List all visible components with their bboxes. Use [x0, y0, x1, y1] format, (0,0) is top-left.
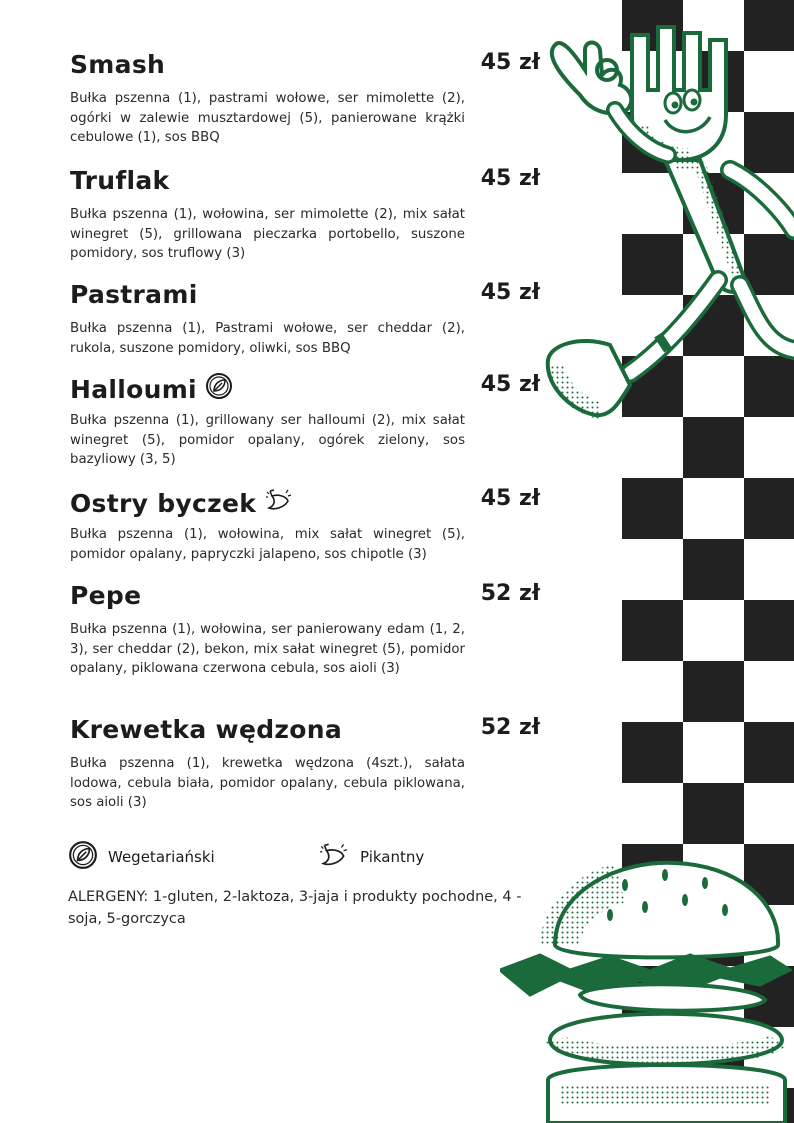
checker-square: [744, 478, 794, 539]
legend-vegetarian-label: Wegetariański: [108, 848, 215, 866]
checker-square: [744, 722, 794, 783]
item-name: Ostry byczek: [70, 488, 257, 518]
item-name: Truflak: [70, 166, 170, 195]
item-name: Pastrami: [70, 280, 198, 309]
item-description: Bułka pszenna (1), pastrami wołowe, ser mimolette (2), ogórki w zalewie musztardowej (5), panierowane krążki cebulowe (1), sos BBQ: [70, 91, 465, 146]
allergens-note: ALERGENY: 1-gluten, 2-laktoza, 3-jaja i produkty pochodne, 4 -soja, 5-gorczyca: [68, 889, 522, 927]
item-name: Halloumi: [70, 374, 197, 404]
item-description: Bułka pszenna (1), wołowina, ser panierowany edam (1, 2, 3), ser cheddar (2), bekon, mix sałat winegret (5), pomidor opalany, piklowana czerwona cebula, sos aioli (3): [70, 622, 465, 677]
fork-mascot-illustration: [540, 15, 794, 425]
item-description: Bułka pszenna (1), wołowina, mix sałat winegret (5), pomidor opalany, papryczki jalapeno, sos chipotle (3): [70, 527, 465, 562]
item-name: Krewetka wędzona: [70, 715, 342, 744]
menu-item: [70, 715, 540, 813]
item-price: 45 zł: [480, 50, 540, 75]
burger-illustration: [500, 845, 794, 1123]
checker-square: [683, 417, 744, 478]
item-price: 52 zł: [480, 581, 540, 606]
legend: [68, 840, 538, 876]
leaf-icon: [68, 840, 98, 874]
legend-vegetarian: [68, 840, 215, 874]
menu-item: [70, 581, 540, 679]
item-description: Bułka pszenna (1), Pastrami wołowe, ser cheddar (2), rukola, suszone pomidory, oliwki, sos BBQ: [70, 321, 465, 356]
item-price: 45 zł: [480, 166, 540, 191]
checker-square: [622, 600, 683, 661]
item-description: Bułka pszenna (1), wołowina, ser mimolette (2), mix sałat winegret (5), grillowana pieczarka portobello, suszone pomidory, sos truflowy (3): [70, 207, 465, 262]
menu-item: [70, 50, 540, 148]
item-price: 45 zł: [480, 280, 540, 305]
checker-square: [622, 478, 683, 539]
checker-square: [622, 722, 683, 783]
legend-spicy-label: Pikantny: [360, 848, 425, 866]
checker-square: [744, 600, 794, 661]
menu-item: [70, 372, 540, 470]
checker-square: [683, 539, 744, 600]
menu-item: [70, 486, 540, 564]
item-price: 52 zł: [480, 715, 540, 740]
checker-square: [683, 783, 744, 844]
menu-item: [70, 280, 540, 358]
item-description: Bułka pszenna (1), grillowany ser halloumi (2), mix sałat winegret (5), pomidor opalany, ogórek zielony, sos bazyliowy (3, 5): [70, 413, 465, 468]
chili-icon: [264, 486, 294, 520]
chili-icon: [318, 840, 350, 874]
item-name: Pepe: [70, 581, 142, 610]
item-name-row: [70, 486, 294, 520]
legend-spicy: [318, 840, 424, 874]
checker-square: [683, 661, 744, 722]
item-name-row: [70, 372, 233, 406]
item-description: Bułka pszenna (1), krewetka wędzona (4szt.), sałata lodowa, cebula biała, pomidor opalany, cebula piklowana, sos aioli (3): [70, 756, 465, 811]
leaf-icon: [205, 372, 233, 406]
menu-item: [70, 166, 540, 264]
item-price: 45 zł: [480, 486, 540, 511]
item-name: Smash: [70, 50, 166, 79]
item-price: 45 zł: [480, 372, 540, 397]
